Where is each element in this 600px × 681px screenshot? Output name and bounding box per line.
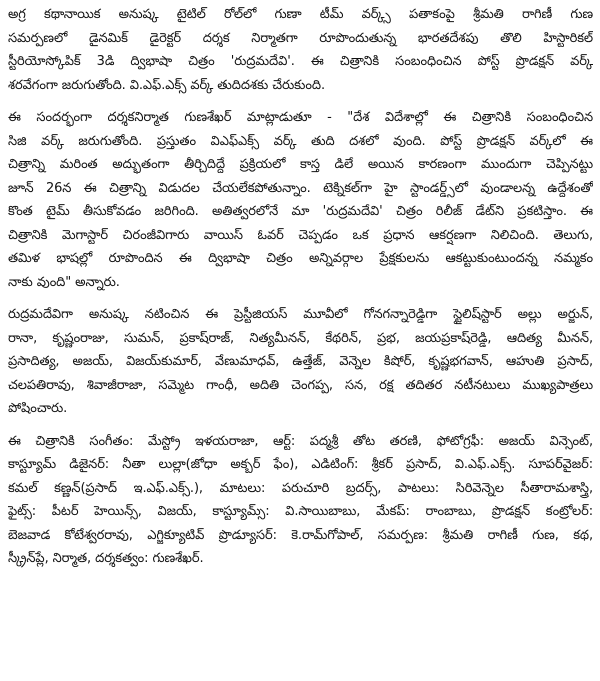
text-line: స్టీరియోస్కోపిక్ 3డి ద్విభాషా చిత్రం 'రుద్రమదేవి'. ఈ చిత్రానికి సంబంధించిన పోస్ట్ ప్రొడక్షన్ వర్క్ [8,54,593,69]
text-line: ఈ సందర్భంగా దర్శకనిర్మాత గుణశేఖర్ మాట్లాడుతూ - "దేశ విదేశాల్లో ఈ చిత్రానికి సంబంధించిన [8,110,593,125]
text-line: జూన్ 26న ఈ చిత్రాన్ని విడుదల చేయలేకపోతున్నాం. టెక్నికల్‌గా హై స్టాండర్డ్స్‌లో వుండాలన్న ఉద్దేశంతో [8,180,593,196]
text-line: కాస్ట్యూమ్ డిజైనర్: నీతా లుల్లా(జోధా అక్బర్ ఫేం), ఎడిటింగ్: శ్రీకర్ ప్రసాద్, వి.ఎఫ్.ఎక్స్. సూపర్‌వైజర్: [8,457,593,472]
paragraph-director-quote [8,106,593,294]
paragraph-intro [8,3,593,97]
text-line: పోషించారు. [8,401,68,416]
text-line: అగ్ర కథానాయిక అనుష్క టైటిల్ రోల్‌లో గుణా టీమ్ వర్క్స్ పతాకంపై శ్రీమతి రాగిణీ గుణ [8,7,593,22]
text-line: కమల్ కణ్ణన్(ప్రసాద్ ఇ.ఎఫ్.ఎక్స్.), మాటలు: పరుచూరి బ్రదర్స్, పాటలు: సిరివెన్నెల సీతారామశాస్త్రి, [8,480,593,496]
text-line: రానా, కృష్ణంరాజు, సుమన్, ప్రకాష్‌రాజ్, నిత్యమీనన్, కేథరిన్, ప్రభ, జయప్రకాష్‌రెడ్డి, ఆదిత్య మీనన్, [8,330,593,346]
paragraph-cast [8,303,593,421]
text-line: తమిళ భాషల్లో రూపొందిన ఈ ద్విభాషా చిత్రం అన్నివర్గాల ప్రేక్షకులను ఆకట్టుకుంటుందన్న నమ్మకం [8,251,593,266]
text-line: సమర్పణలో డైనమిక్ డైరెక్టర్ దర్శక నిర్మాతగా రూపొందుతున్న భారతదేశపు తొలి హిస్టారికల్ [8,30,593,46]
text-line: రుద్రమదేవిగా అనుష్క నటించిన ఈ ప్రెస్టీజియస్ మూవీలో గోనగన్నారెడ్డిగా స్టైలిష్‌స్టార్ అల్లు అర్జున్, [8,307,593,322]
paragraph-crew [8,430,593,571]
text-line: చిత్రాన్ని మరింత అద్భుతంగా తీర్చిదిద్దే ప్రక్రియలో కాస్త డిలే అయిన కారణంగా ముందుగా చెప్పినట్టు [8,157,593,172]
text-line: స్క్రీన్‌ప్లే, నిర్మాత, దర్శకత్వం: గుణశేఖర్. [8,551,204,566]
text-line: చిత్రానికి మెగాస్టార్ చిరంజీవిగారు వాయిస్ ఓవర్ చెప్పడం ఒక ప్రధాన ఆకర్షణగా నిలిచింది. తెలుగు, [8,227,593,243]
text-line: ఈ చిత్రానికి సంగీతం: మేస్ట్రో ఇళయరాజా, ఆర్ట్: పద్మశ్రీ తోట తరణి, ఫోటోగ్రఫీ: అజయ్ విన్సెంట్, [8,433,593,449]
text-line: సిజి వర్క్ జరుగుతోంది. ప్రస్తుతం విఎఫ్ఎక్స్ వర్క్ తుది దశలో వుంది. పోస్ట్ ప్రొడక్షన్ వర్క్‌లో ఈ [8,133,593,149]
text-line: చలపతిరావు, శివాజీరాజా, సమ్మెట గాంధీ, అదితి చెంగప్ప, సన, రక్ష తదితర నటీనటులు ముఖ్యపాత్రలు [8,377,593,393]
text-line: నాకు వుంది" అన్నారు. [8,274,120,290]
text-line: శరవేగంగా జరుగుతోంది. వి.ఎఫ్.ఎక్స్ వర్క్ తుదిదశకు చేరుకుంది. [8,77,325,93]
text-line: ఫైట్స్: పీటర్ హెయిన్స్, విజయ్, కాస్ట్యూమ్స్: వి.సాయిబాబు, మేకప్: రాంబాబు, ప్రొడక్షన్ కంట్రోలర్: [8,504,593,519]
text-line: ప్రసాదిత్య, అజయ్, విజయ్‌కుమార్, వేణుమాధవ్, ఉత్తేజ్, వెన్నెల కిషోర్, కృష్ణభగవాన్, ఆహుతి ప్రసాద్, [8,354,593,369]
text-line: కొంత టైమ్ తీసుకోవడం జరిగింది. అతిత్వరలోనే మా 'రుద్రమదేవి' చిత్రం రిలీజ్ డేట్‌ని ప్రకటిస్తాం. ఈ [8,204,593,219]
text-line: బెజవాడ కోటేశ్వరరావు, ఎగ్జిక్యూటివ్ ప్రొడ్యూసర్: కె.రామ్‌గోపాల్, సమర్పణ: శ్రీమతి రాగిణీ గుణ, కథ, [8,527,593,543]
